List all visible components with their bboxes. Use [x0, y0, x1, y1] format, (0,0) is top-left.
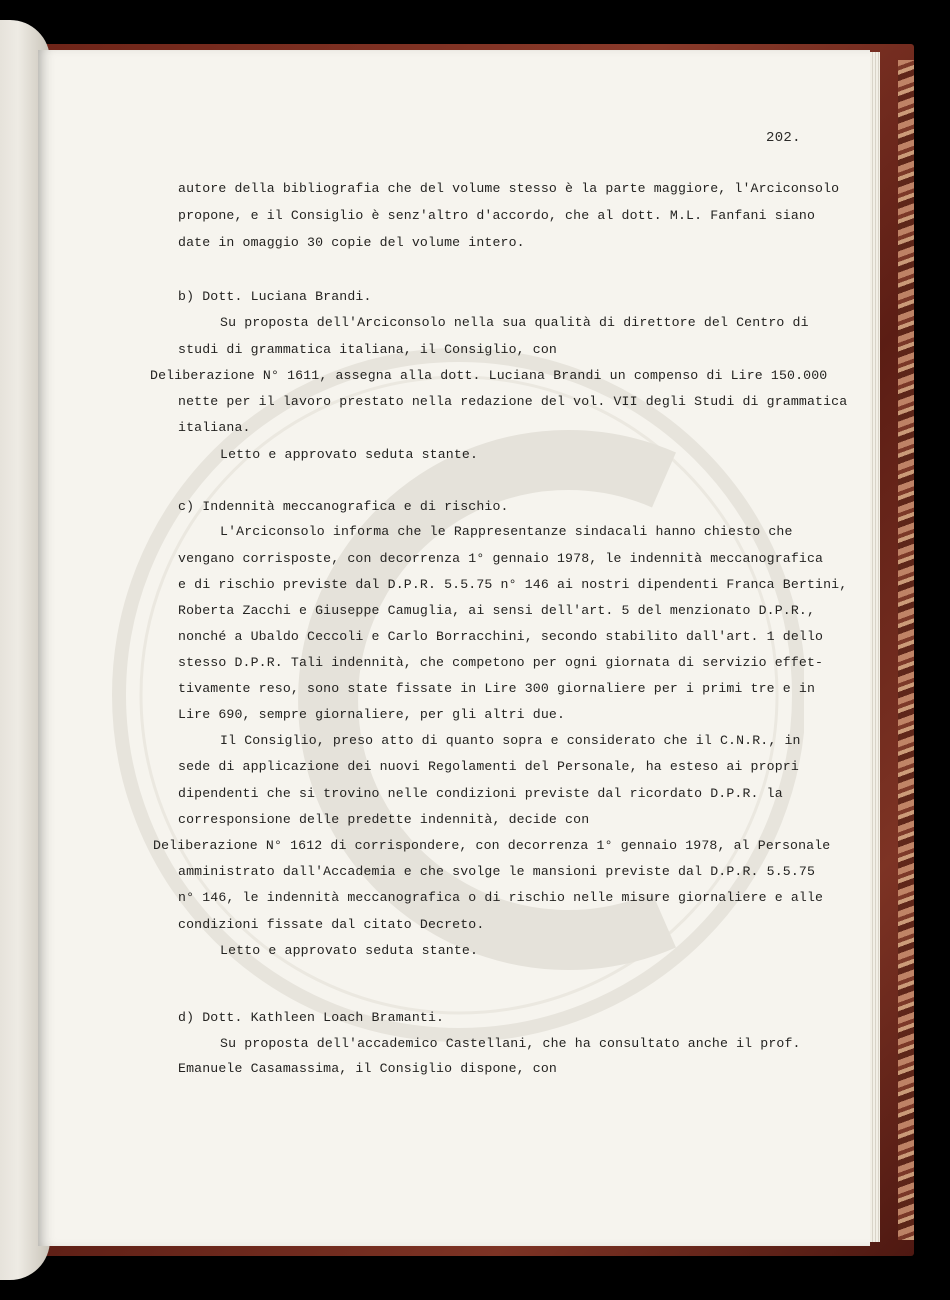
text-line: corresponsione delle predette indennità, decide con: [178, 812, 590, 827]
text-line: e di rischio previste dal D.P.R. 5.5.75 n° 146 ai nostri dipendenti Franca Bertini,: [178, 577, 848, 592]
text-line: condizioni fissate dal citato Decreto.: [178, 917, 485, 932]
marbled-edge: [898, 60, 914, 1240]
text-line: stesso D.P.R. Tali indennità, che competono per ogni giornata di servizio effet-: [178, 655, 824, 670]
text-line: Emanuele Casamassima, il Consiglio dispone, con: [178, 1061, 557, 1076]
text-line: nonché a Ubaldo Ceccoli e Carlo Borracchini, secondo stabilito dall'art. 1 dello: [178, 629, 824, 644]
text-line: nette per il lavoro prestato nella redazione del vol. VII degli Studi di grammatica: [178, 394, 848, 409]
text-line: italiana.: [178, 420, 251, 435]
text-line: Lire 690, sempre giornaliere, per gli altri due.: [178, 707, 566, 722]
text-line: Su proposta dell'Arciconsolo nella sua qualità di direttore del Centro di: [220, 315, 809, 330]
text-line: date in omaggio 30 copie del volume intero.: [178, 235, 525, 250]
section-heading: d) Dott. Kathleen Loach Bramanti.: [178, 1010, 445, 1025]
text-line: propone, e il Consiglio è senz'altro d'accordo, che al dott. M.L. Fanfani siano: [178, 208, 816, 223]
text-line: Deliberazione N° 1612 di corrispondere, con decorrenza 1° gennaio 1978, al Personale: [153, 838, 831, 853]
text-line: Deliberazione N° 1611, assegna alla dott. Luciana Brandi un compenso di Lire 150.000: [150, 368, 828, 383]
section-heading: c) Indennità meccanografica e di rischio.: [178, 499, 509, 514]
text-line: L'Arciconsolo informa che le Rappresentanze sindacali hanno chiesto che: [220, 524, 793, 539]
text-line: Il Consiglio, preso atto di quanto sopra e considerato che il C.N.R., in: [220, 733, 801, 748]
text-line: Letto e approvato seduta stante.: [220, 447, 479, 462]
text-line: tivamente reso, sono state fissate in Lire 300 giornaliere per i primi tre e in: [178, 681, 816, 696]
text-line: Roberta Zacchi e Giuseppe Camuglia, ai sensi dell'art. 5 del menzionato D.P.R.,: [178, 603, 816, 618]
document-page: [38, 50, 870, 1246]
text-line: sede di applicazione dei nuovi Regolamenti del Personale, ha esteso ai propri: [178, 759, 799, 774]
section-heading: b) Dott. Luciana Brandi.: [178, 289, 372, 304]
text-line: Letto e approvato seduta stante.: [220, 943, 479, 958]
text-line: Su proposta dell'accademico Castellani, che ha consultato anche il prof.: [220, 1036, 801, 1051]
text-line: vengano corrisposte, con decorrenza 1° gennaio 1978, le indennità meccanografica: [178, 551, 824, 566]
text-line: n° 146, le indennità meccanografica o di rischio nelle misure giornaliere e alle: [178, 890, 824, 905]
text-line: dipendenti che si trovino nelle condizioni previste dal ricordato D.P.R. la: [178, 786, 783, 801]
page-number: 202.: [766, 130, 801, 146]
text-line: autore della bibliografia che del volume stesso è la parte maggiore, l'Arciconsolo: [178, 181, 840, 196]
text-line: amministrato dall'Accademia e che svolge le mansioni previste dal D.P.R. 5.5.75: [178, 864, 816, 879]
text-line: studi di grammatica italiana, il Consiglio, con: [178, 342, 557, 357]
